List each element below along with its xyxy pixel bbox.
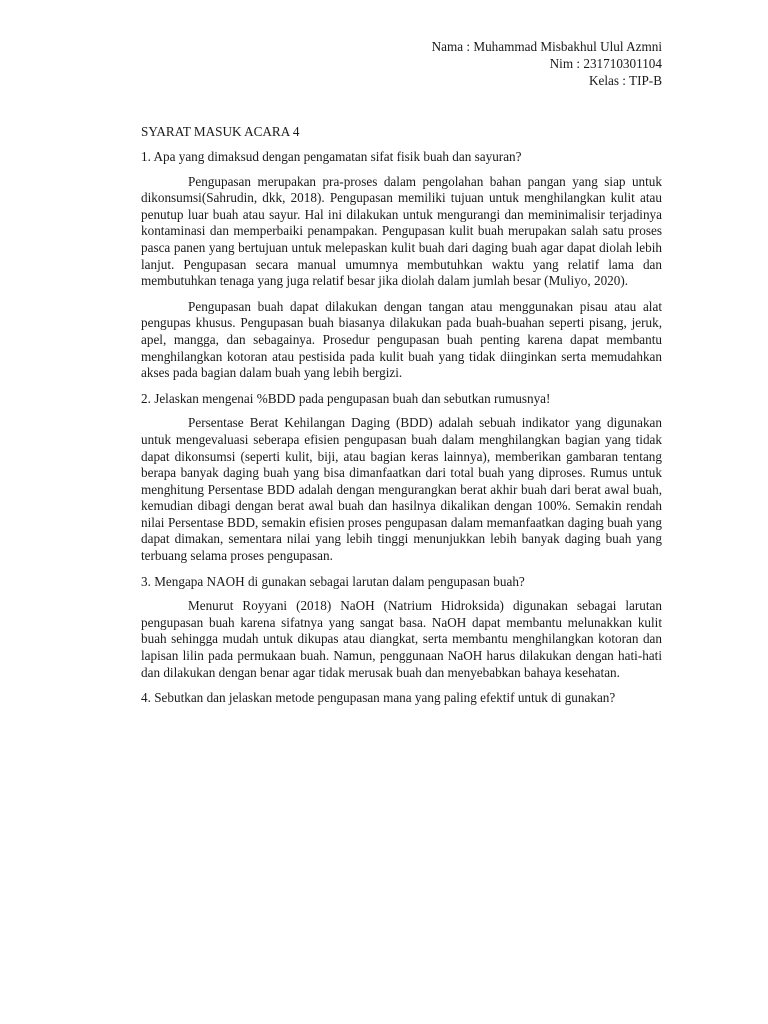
document-body [141, 149, 662, 715]
student-class: Kelas : TIP-B [588, 72, 662, 88]
section-1 [141, 149, 662, 382]
section-4 [141, 690, 662, 707]
question-2: 2. Jelaskan mengenai %BDD pada pengupasan buah dan sebutkan rumusnya! [141, 390, 551, 406]
section-2 [141, 391, 662, 565]
answer-1-paragraph-1: Pengupasan merupakan pra-proses dalam pengolahan bahan pangan yang siap untuk dikonsumsi(Sahrudin, dkk, 2018). Pengupasan memiliki tujuan untuk menghilangkan kulit atau penutup luar buah atau sayur. Hal ini dilakukan untuk mengurangi dan meminimalisir terjadinya kontaminasi dan memperbaiki penampakan. Pengupasan kulit buah merupakan salah satu proses pasca panen yang bertujuan untuk melepaskan kulit buah dari daging buah agar dapat diolah lebih lanjut. Pengupasan secara manual umumnya membutuhkan waktu yang relatif lama dan membutuhkan tenaga yang juga relatif besar jika diolah dalam jumlah besar (Muliyo, 2020). [141, 173, 662, 289]
student-info-header [432, 39, 662, 89]
answer-2-paragraph-1: Persentase Berat Kehilangan Daging (BDD) adalah sebuah indikator yang digunakan untuk mengevaluasi seberapa efisien pengupasan buah dalam menghilangkan bagian yang tidak dapat dikonsumsi (seperti kulit, biji, atau bagian keras lainnya), memberikan gambaran tentang berapa banyak daging buah yang bisa dimanfaatkan dari total buah yang diproses. Rumus untuk menghitung Persentase BDD adalah dengan mengurangkan berat akhir buah dari berat awal buah, kemudian dibagi dengan berat awal buah dan hasilnya dikalikan dengan 100%. Semakin rendah nilai Persentase BDD, semakin efisien proses pengupasan dalam memanfaatkan daging buah yang dapat dimakan, sementara nilai yang lebih tinggi menunjukkan lebih banyak daging buah yang terbuang selama proses pengupasan. [141, 415, 662, 564]
answer-1-paragraph-2: Pengupasan buah dapat dilakukan dengan tangan atau menggunakan pisau atau alat pengupas khusus. Pengupasan buah biasanya dilakukan pada buah-buahan seperti pisang, jeruk, apel, mangga, dan sebagainya. Prosedur pengupasan buah penting karena dapat membantu menghilangkan kotoran atau pestisida pada kulit buah yang tidak diinginkan serta memudahkan akses pada bagian dalam buah yang lebih bergizi. [141, 298, 662, 381]
document-title: SYARAT MASUK ACARA 4 [141, 124, 300, 139]
section-3 [141, 574, 662, 682]
question-4: 4. Sebutkan dan jelaskan metode pengupasan mana yang paling efektif untuk di gunakan? [141, 690, 616, 706]
student-nim: Nim : 231710301104 [549, 55, 662, 71]
student-name: Nama : Muhammad Misbakhul Ulul Azmni [431, 39, 662, 54]
answer-3-paragraph-1: Menurut Royyani (2018) NaOH (Natrium Hidroksida) digunakan sebagai larutan pengupasan buah karena sifatnya yang sangat basa. NaOH dapat membantu melunakkan kulit buah sehingga mudah untuk dikupas atau diangkat, serta membantu menghilangkan kotoran dan lapisan lilin pada permukaan buah. Namun, penggunaan NaOH harus dilakukan dengan hati-hati dan dilakukan dengan benar agar tidak merusak buah dan menyebabkan bahaya kesehatan. [141, 598, 662, 680]
question-3: 3. Mengapa NAOH di gunakan sebagai larutan dalam pengupasan buah? [141, 573, 525, 589]
question-1: 1. Apa yang dimaksud dengan pengamatan sifat fisik buah dan sayuran? [141, 149, 522, 164]
